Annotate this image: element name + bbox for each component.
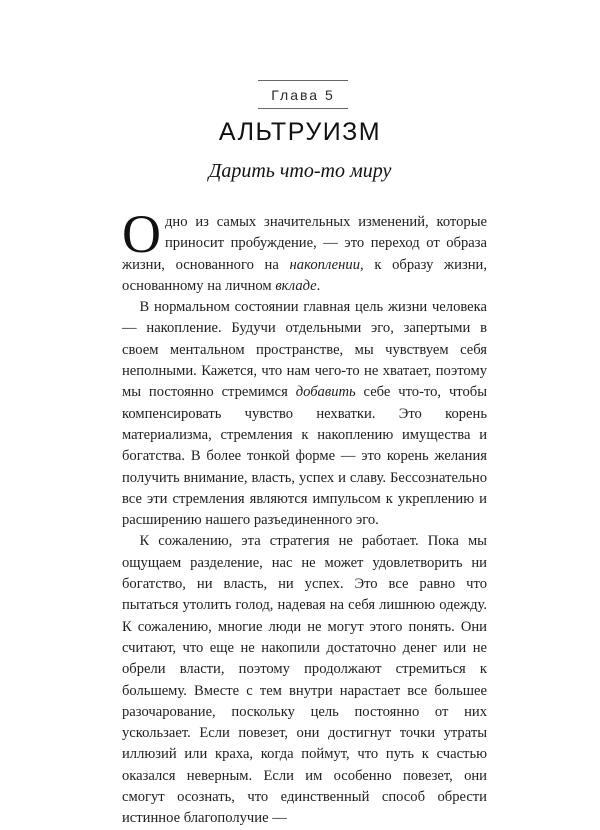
text-segment-italic: вкладе xyxy=(275,277,317,294)
text-segment: . xyxy=(316,277,321,294)
paragraph xyxy=(122,204,487,297)
text-segment: себе что-то, чтобы компенсировать чувство нехватки. Это корень материализма, стремления к накоплению имущества и богатства. В более тонкой форме — это корень желания получить внимание, власть, успех и славу. Бессознательно все эти стремления являются импульсом к укреплению и расширению нашего разъединенного эго. xyxy=(122,384,488,529)
chapter-title: АЛЬТРУИЗМ xyxy=(218,118,382,146)
paragraph xyxy=(122,297,487,531)
paragraph xyxy=(122,531,487,829)
text-segment-italic: добавить xyxy=(295,384,356,401)
text-segment: В нормальном состоянии главная цель жизни человека — накопление. Будучи отдельными эго, запертыми в своем ментальном пространстве, мы чувствуем себя неполными. Кажется, что нам чего-то не хватает, поэтому мы постоянно стремимся xyxy=(122,299,487,401)
text-segment: , к образу жизни, основанному на личном xyxy=(122,256,487,294)
body-text xyxy=(122,204,488,830)
text-segment-italic: накоплении xyxy=(289,256,360,273)
text-segment: К сожалению, эта стратегия не работает. Пока мы ощущаем разделение, нас не может удовлетворить ни богатство, ни власть, ни успех. Это все равно что пытаться утолить голод, надевая на себя лишнюю одежду. К сожалению, многие люди не могут этого понять. Они считают, что еще не накопили достаточно денег или не обрели власти, поэтому продолжают стремиться к большему. Вместе с тем внутри нарастает все большее разочарование, поскольку цель постоянно от них ускользает. Если повезет, они достигнут точки утраты иллюзий или краха, когда поймут, что путь к счастью оказался неверным. Если им особенно повезет, они смогут осознать, что единственный способ обрести истинное благополучие — xyxy=(122,533,487,827)
text-segment: дно из самых значительных изменений, которые приносит пробуждение, — это переход от образа жизни, основанного на xyxy=(122,214,487,273)
chapter-label xyxy=(258,80,348,109)
chapter-label-text: Глава 5 xyxy=(271,86,335,103)
drop-cap: О xyxy=(122,204,161,264)
chapter-subtitle: Дарить что-то миру xyxy=(208,160,392,182)
